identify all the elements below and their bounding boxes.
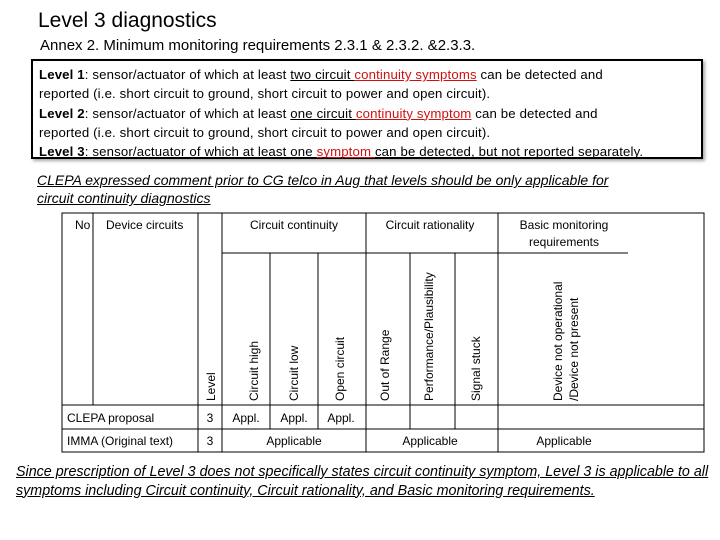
row-circuit-low: Appl. (280, 411, 308, 425)
header-circuit-continuity: Circuit continuity (249, 218, 339, 232)
subheader-open-circuit: Open circuit (333, 336, 347, 401)
level-1-line-2: reported (i.e. short circuit to ground, short circuit to power and open circuit). (39, 86, 491, 102)
level-2-emph: one circuit (290, 105, 356, 121)
level-3-text: : sensor/actuator of which at least (84, 144, 291, 160)
level-2-text-end: can be detected and (471, 105, 598, 121)
header-no: No (75, 218, 91, 232)
subheader-basic-line-2: /Device not present (567, 297, 581, 401)
table-row (67, 411, 355, 425)
level-2-highlight: continuity symptom (355, 105, 472, 121)
subheader-circuit-low: Circuit low (287, 345, 301, 401)
row-circuit-high: Appl. (232, 411, 260, 425)
conclusion-text: Since prescription of Level 3 does not specifically states circuit continuity symptom, Level 3 is applicable to all symptoms including Circuit continuity, Circuit rationality, and Basic monitoring requirements. (16, 464, 709, 499)
level-2-line-2: reported (i.e. short circuit to ground, short circuit to power and open circuit). (39, 124, 491, 140)
level-1-emph: two circuit (290, 67, 355, 82)
subheader-out-of-range: Out of Range (378, 329, 392, 401)
level-3-emph: one (290, 144, 317, 160)
subheader-circuit-high: Circuit high (247, 340, 261, 401)
clepa-comment: CLEPA expressed comment prior to CG telco in Aug that levels should be only applicable for circuit continuity diagnostics (37, 172, 609, 206)
table-row (67, 434, 592, 448)
header-basic-line-2: requirements (528, 235, 600, 249)
row-level: 3 (206, 434, 214, 448)
level-2-label: Level 2 (39, 105, 85, 121)
level-3-highlight: symptom (316, 144, 375, 160)
subheader-basic-line-1: Device not operational (551, 281, 565, 401)
slide-subtitle: Annex 2. Minimum monitoring requirements 2.3.1 & 2.3.2. &2.3.3. (40, 37, 476, 54)
row-name: CLEPA proposal (67, 411, 155, 425)
row-circuit-continuity: Applicable (266, 434, 322, 448)
row-level: 3 (206, 411, 214, 425)
header-device-circuits: Device circuits (106, 218, 184, 232)
row-name: IMMA (Original text) (67, 434, 174, 448)
level-1-text-end: can be detected and (476, 67, 603, 82)
level-2-text: : sensor/actuator of which at least (84, 105, 291, 121)
level-1-text: : sensor/actuator of which at least (84, 67, 291, 82)
subheader-plausibility: Performance/Plausibility (422, 272, 436, 401)
subheader-signal-stuck: Signal stuck (469, 336, 483, 401)
level-1-highlight: continuity symptoms (354, 67, 477, 82)
level-3-text-end: can be detected, but not reported separately. (374, 144, 644, 160)
header-basic-line-1: Basic monitoring (519, 218, 609, 232)
row-open-circuit: Appl. (327, 411, 355, 425)
row-circuit-rationality: Applicable (402, 434, 458, 448)
slide-title: Level 3 diagnostics (38, 9, 217, 32)
level-3-label: Level 3 (39, 144, 85, 160)
row-basic-monitoring: Applicable (536, 434, 592, 448)
header-circuit-rationality: Circuit rationality (385, 218, 475, 232)
subheader-level: Level (204, 372, 218, 401)
level-1-label: Level 1 (39, 67, 85, 82)
